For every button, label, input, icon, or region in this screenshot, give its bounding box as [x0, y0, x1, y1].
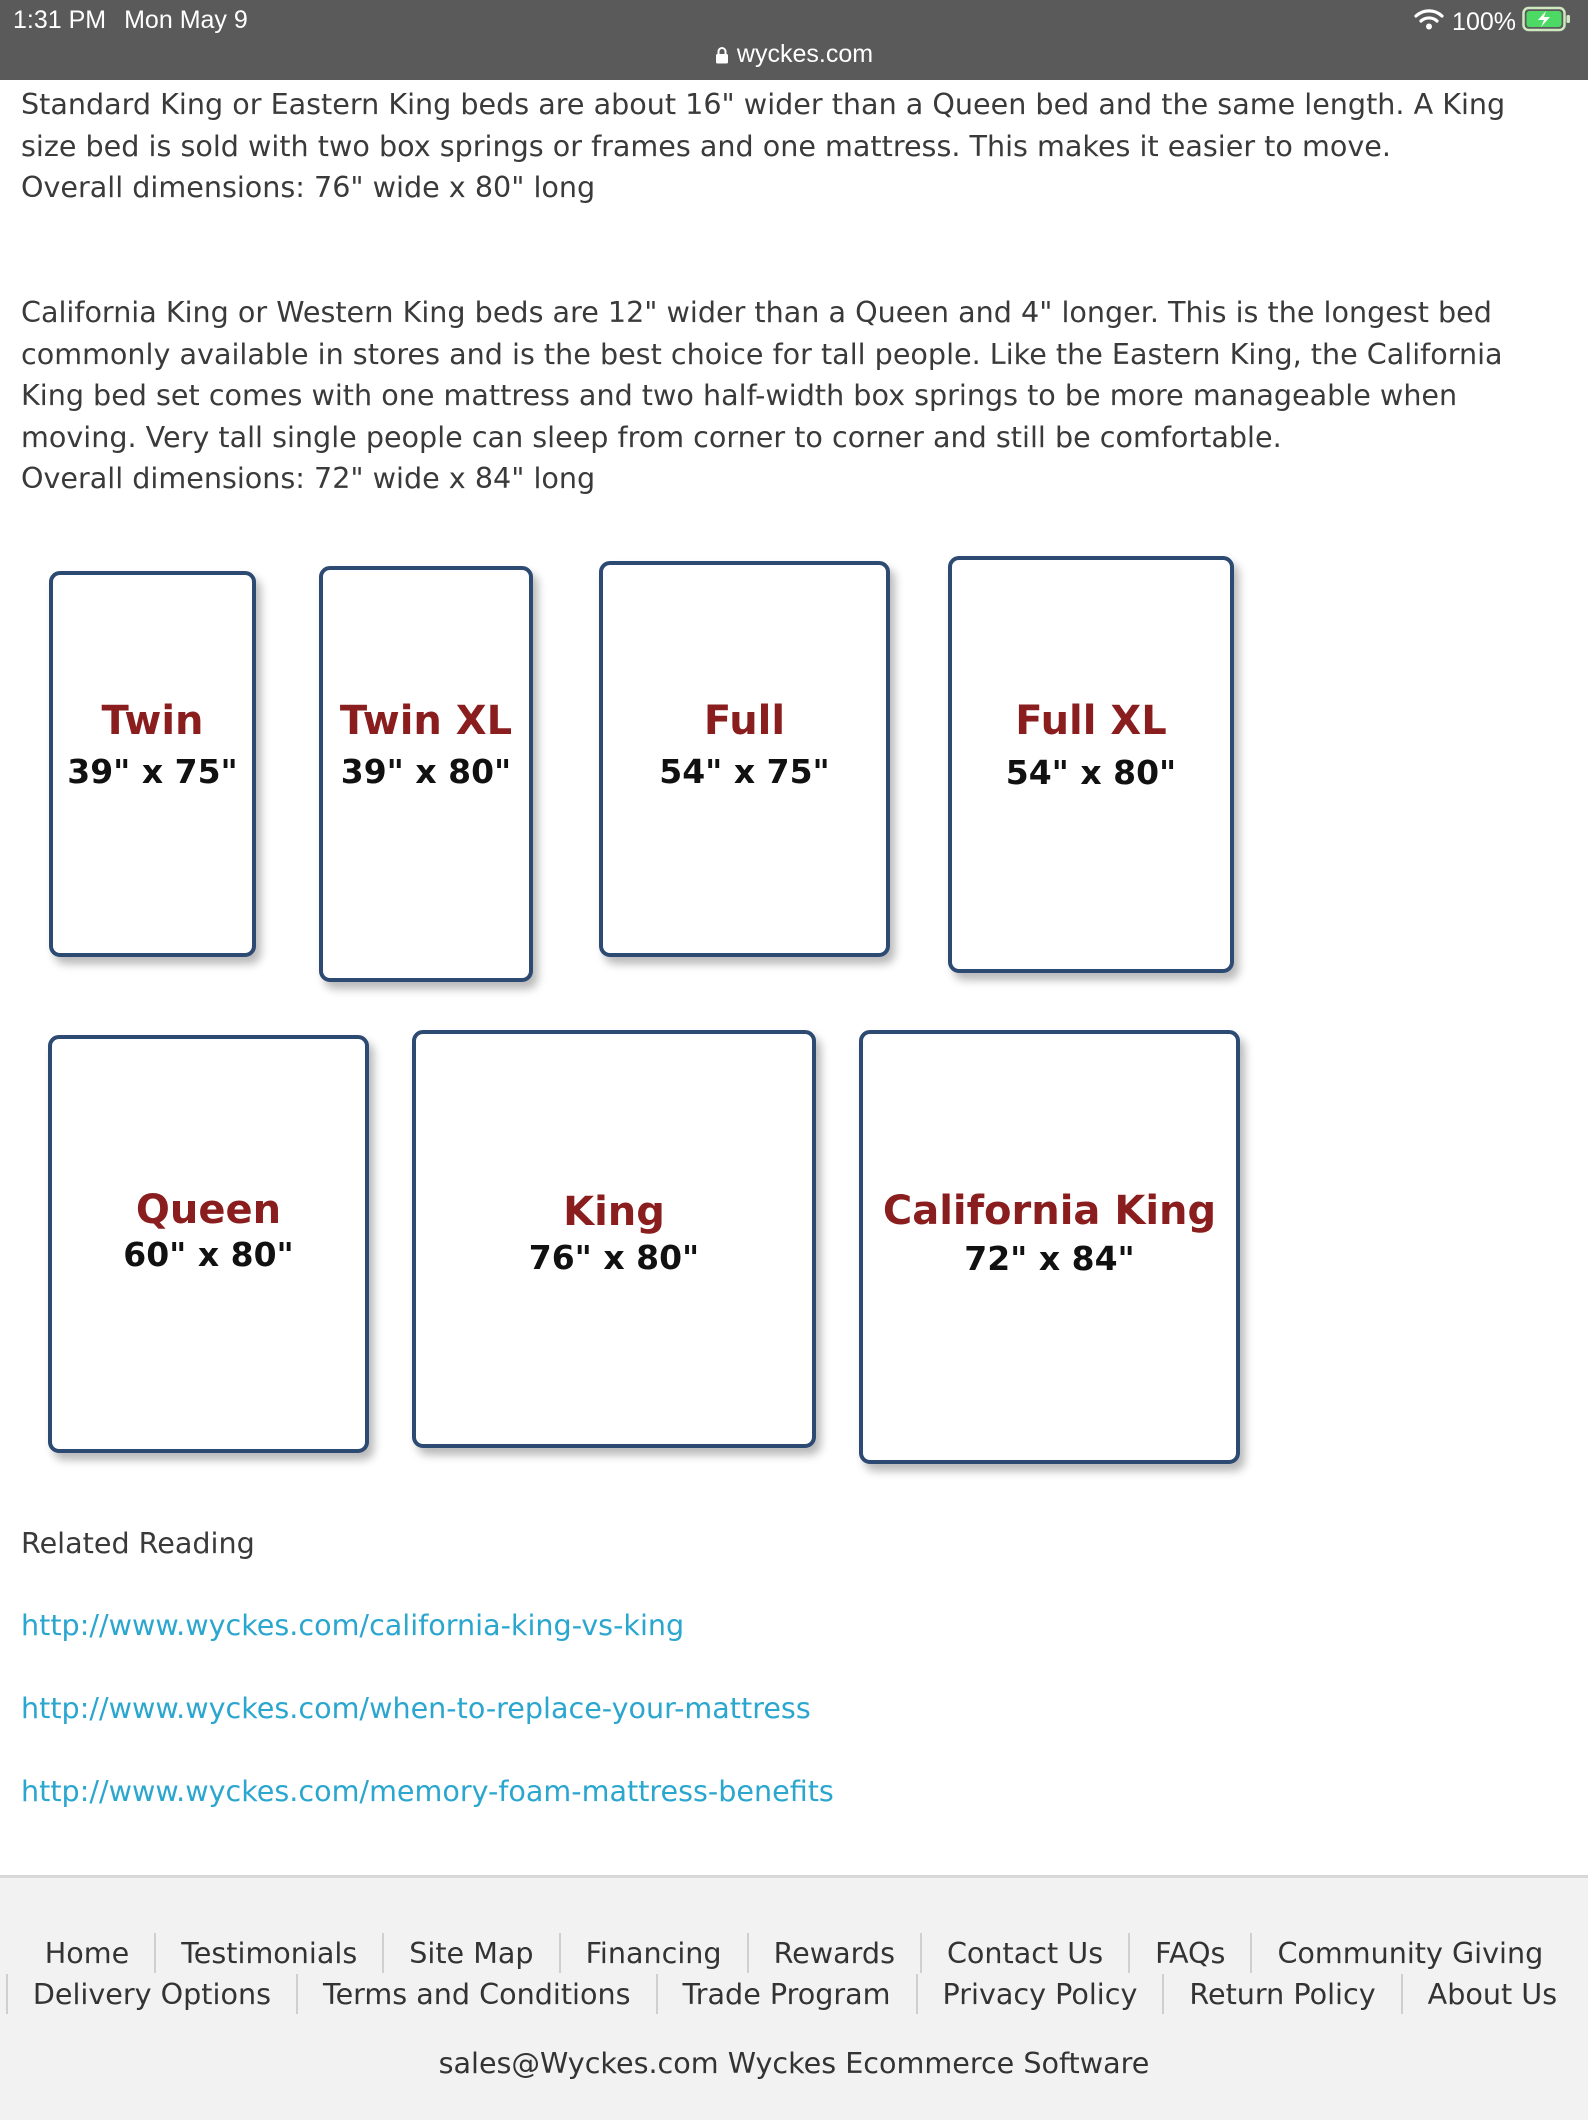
status-time-date: [13, 6, 248, 35]
king-dimensions: Overall dimensions: 76" wide x 80" long: [21, 170, 596, 204]
bed-dimensions: 54" x 80": [1005, 753, 1177, 792]
bed-name: California King: [882, 1188, 1217, 1234]
related-link-when-to-replace[interactable]: http://www.wyckes.com/when-to-replace-your-mattress: [21, 1691, 811, 1725]
bed-name: Queen: [135, 1187, 282, 1233]
bed-dimensions: 39" x 80": [340, 752, 512, 791]
bed-queen: [48, 1035, 369, 1453]
footer-link-community-giving[interactable]: Community Giving: [1250, 1933, 1568, 1973]
battery-percent: 100%: [1452, 8, 1516, 36]
bed-dimensions: 60" x 80": [123, 1235, 294, 1274]
footer-link-trade-program[interactable]: Trade Program: [656, 1974, 916, 2014]
status-bar: [0, 0, 1588, 80]
california-king-section: [21, 292, 1566, 500]
footer-link-home[interactable]: Home: [44, 1936, 130, 1970]
address-bar[interactable]: [0, 40, 1588, 71]
bed-full-xl: [948, 556, 1234, 973]
footer-link-faqs[interactable]: FAQs: [1128, 1933, 1250, 1973]
footer-link-privacy-policy[interactable]: Privacy Policy: [916, 1974, 1163, 2014]
bed-full: [599, 561, 890, 957]
bed-name: King: [563, 1189, 665, 1235]
related-reading-heading: Related Reading: [21, 1526, 255, 1560]
status-time: 1:31 PM: [13, 6, 107, 34]
article-content: [21, 84, 1566, 495]
bed-name: Twin XL: [339, 698, 513, 744]
bed-california-king: [859, 1030, 1240, 1464]
footer-link-contact-us[interactable]: Contact Us: [920, 1933, 1128, 1973]
bed-name: Full XL: [1015, 698, 1167, 744]
footer-link-terms[interactable]: Terms and Conditions: [296, 1974, 656, 2014]
footer-link-about-us[interactable]: About Us: [1401, 1974, 1582, 2014]
url-text: wyckes.com: [736, 40, 874, 68]
footer-link-delivery-options[interactable]: Delivery Options: [6, 1974, 296, 2014]
california-king-paragraph: California King or Western King beds are 12" wider than a Queen and 4" longer. This is the longest bed commonly available in stores and is the best choice for tall people. Like the Eastern King, the California King bed set comes with one mattress and two half-width box springs to be more manageable when moving. Very tall single people can sleep from corner to corner and still be comfortable.: [21, 295, 1503, 454]
bed-dimensions: 72" x 84": [964, 1239, 1135, 1278]
footer-nav-row-1: [0, 1933, 1588, 1973]
bed-king: [412, 1030, 816, 1448]
wifi-icon: [1414, 8, 1444, 37]
battery-charging-icon: [1522, 6, 1572, 39]
bed-name: Twin: [101, 698, 204, 744]
footer-nav-row-2: [0, 1974, 1588, 2014]
bed-dimensions: 39" x 75": [67, 752, 238, 791]
bed-name: Full: [703, 698, 786, 744]
status-indicators: [1414, 6, 1572, 39]
king-paragraph: Standard King or Eastern King beds are about 16" wider than a Queen bed and the same length. A King size bed is sold with two box springs or frames and one mattress. This makes it easier to move.: [21, 87, 1506, 163]
related-link-memory-foam[interactable]: http://www.wyckes.com/memory-foam-mattress-benefits: [21, 1774, 834, 1808]
footer-link-site-map[interactable]: Site Map: [382, 1933, 558, 1973]
california-king-dimensions: Overall dimensions: 72" wide x 84" long: [21, 461, 596, 495]
bed-twin: [49, 571, 256, 957]
status-date: Mon May 9: [124, 6, 248, 34]
footer-link-return-policy[interactable]: Return Policy: [1162, 1974, 1400, 2014]
bed-twin-xl: [319, 566, 533, 982]
lock-icon: [715, 42, 729, 71]
bed-dimensions: 54" x 75": [659, 752, 830, 791]
bed-dimensions: 76" x 80": [528, 1238, 700, 1277]
site-footer: [0, 1875, 1588, 2120]
footer-link-rewards[interactable]: Rewards: [747, 1933, 920, 1973]
related-link-california-king-vs-king[interactable]: http://www.wyckes.com/california-king-vs-king: [21, 1608, 685, 1642]
footer-link-financing[interactable]: Financing: [559, 1933, 747, 1973]
footer-copyright: sales@Wyckes.com Wyckes Ecommerce Software: [438, 2046, 1150, 2080]
footer-link-testimonials[interactable]: Testimonials: [154, 1933, 382, 1973]
